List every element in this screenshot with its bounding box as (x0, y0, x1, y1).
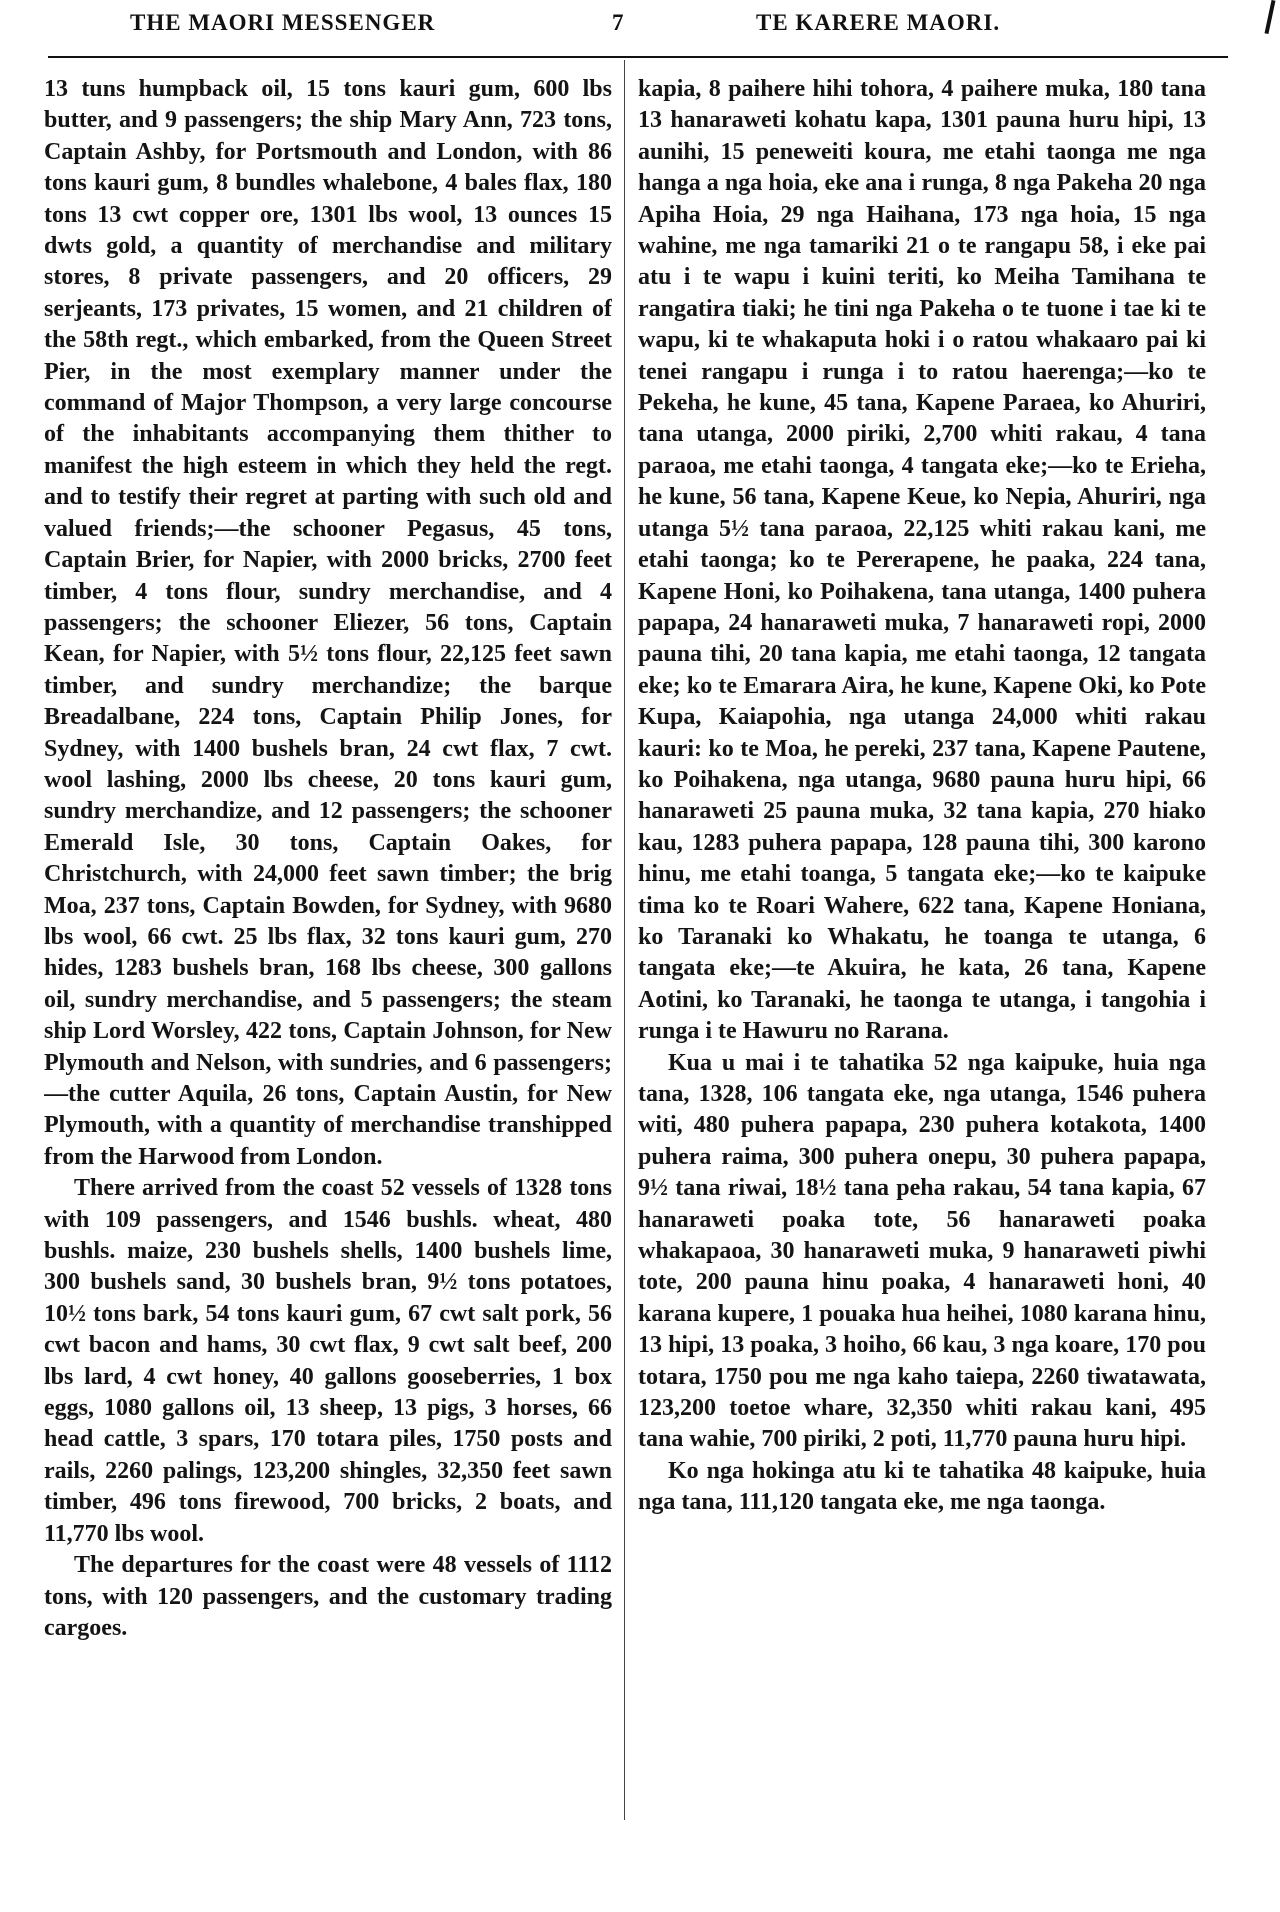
maori-paragraph-coastal-arrivals: Kua u mai i te tahatika 52 nga kaipuke, huia nga tana, 1328, 106 tangata eke, nga utanga, 1546 puhera witi, 480 puhera papapa, 230 puhera kotakota, 1400 puhera raima, 300 puhera onepu, 30 puhera papapa, 9½ tana riwai, 18½ tana peha rakau, 54 tana kapia, 67 hanaraweti poaka tote, 56 hanaraweti poaka whakapaoa, 30 hanaraweti muka, 9 hanaraweti piwhi tote, 200 pauna hinu poaka, 4 hanaraweti honi, 40 karana kupere, 1 pouaka hua heihei, 1080 karana hinu, 13 hipi, 13 poaka, 3 hoiho, 66 kau, 3 nga koare, 170 pou totara, 1750 pou me nga kaho taiepa, 2260 tiwatawata, 123,200 toetoe whare, 32,350 whiti rakau kani, 495 tana wahie, 700 piriki, 2 poti, 11,770 pauna huru hipi. (638, 1049, 1206, 1453)
page-number: 7 (612, 10, 625, 35)
maori-masthead-title: TE KARERE MAORI. (756, 10, 1001, 35)
maori-paragraph-shipping-departures: kapia, 8 paihere hihi tohora, 4 paihere muka, 180 tana 13 hanaraweti kohatu kapa, 1301 pauna huru hipi, 13 aunihi, 15 peneweiti koura, me etahi taonga me nga hanga a nga hoia, eke ana i runga, 8 nga Pakeha 20 nga Apiha Hoia, 29 nga Haihana, 173 nga hoia, 15 nga wahine, me nga tamariki 21 o te rangapu 58, i eke pai atu i te wapu i kuini teriti, ko Meiha Tamihana te rangatira tiaki; he tini nga Pakeha o te tuone i tae ki te wapu, ki te whakaputa hoki i o ratou whakaaro pai ki tenei rangapu i runga i to ratou haerenga;—ko te Pekeha, he kune, 45 tana, Kapene Paraea, ko Ahuriri, tana utanga, 2000 piriki, 2,700 whiti rakau, 4 tana paraoa, me etahi taonga, 4 tangata eke;—ko te Erieha, he kune, 56 tana, Kapene Keue, ko Nepia, Ahuriri, nga utanga 5½ tana paraoa, 22,125 whiti rakau kani, me etahi taonga; ko te Pererapene, he paaka, 224 tana, Kapene Honi, ko Poihakena, tana utanga, 1400 puhera papapa, 24 hanaraweti muka, 7 hanaraweti ropi, 2000 pauna tihi, 20 tana kapia, me etahi taonga, 12 tangata eke; ko te Emarara Aira, he kune, Kapene Oki, ko Pote Kupa, Kaiapohia, nga utanga 24,000 whiti rakau kauri: ko te Moa, he pereki, 237 tana, Kapene Pautene, ko Poihakena, nga utanga, 9680 pauna huru hipi, 66 hanaraweti 25 pauna muka, 32 tana kapia, 270 hiako kau, 1283 puhera papapa, 128 pauna tihi, 300 karono hinu, me etahi toanga, 5 tangata eke;—ko te kaipuke tima ko te Roari Wahere, 622 tana, Kapene Honiana, ko Taranaki ko Whakatu, he toanga te utanga, 6 tangata eke;—te Akuira, he kata, 26 tana, Kapene Aotini, ko Taranaki, he taonga te utanga, i tangohia i runga i te Hawuru no Rarana. (638, 76, 1206, 1045)
header-rule (48, 56, 1228, 58)
english-masthead-title: THE MAORI MESSENGER (130, 10, 436, 35)
english-column (44, 74, 612, 1898)
english-paragraph-coastal-departures: The departures for the coast were 48 vessels of 1112 tons, with 120 passengers, and the customary trading cargoes. (44, 1552, 612, 1641)
english-paragraph-shipping-departures: 13 tuns humpback oil, 15 tons kauri gum, 600 lbs butter, and 9 passengers; the ship Mary Ann, 723 tons, Captain Ashby, for Portsmouth and London, with 86 tons kauri gum, 8 bundles whalebone, 4 bales flax, 180 tons 13 cwt copper ore, 1301 lbs wool, 13 ounces 15 dwts gold, a quantity of merchandise and military stores, 8 private passengers, and 20 officers, 29 serjeants, 173 privates, 15 women, and 21 children of the 58th regt., which embarked, from the Queen Street Pier, in the most exemplary manner under the command of Major Thompson, a very large concourse of the inhabitants accompanying them thither to manifest the high esteem in which they held the regt. and to testify their regret at parting with such old and valued friends;—the schooner Pegasus, 45 tons, Captain Brier, for Napier, with 2000 bricks, 2700 feet timber, 4 tons flour, sundry merchandise, and 4 passengers; the schooner Eliezer, 56 tons, Captain Kean, for Napier, with 5½ tons flour, 22,125 feet sawn timber, and sundry merchandize; the barque Breadalbane, 224 tons, Captain Philip Jones, for Sydney, with 1400 bushels bran, 24 cwt flax, 7 cwt. wool lashing, 2000 lbs cheese, 20 tons kauri gum, sundry merchandize, and 12 passengers; the schooner Emerald Isle, 30 tons, Captain Oakes, for Christchurch, with 24,000 feet sawn timber; the brig Moa, 237 tons, Captain Bowden, for Sydney, with 9680 lbs wool, 66 cwt. 25 lbs flax, 32 tons kauri gum, 270 hides, 1283 bushels bran, 168 lbs cheese, 300 gallons oil, sundry merchandise, and 5 passengers; the steam ship Lord Worsley, 422 tons, Captain Johnson, for New Plymouth and Nelson, with sundries, and 6 passengers;—the cutter Aquila, 26 tons, Captain Austin, for New Plymouth, with a quantity of merchandise transhipped from the Harwood from London. (44, 76, 612, 1170)
column-divider (624, 60, 625, 1820)
corner-mark (1265, 0, 1276, 34)
english-paragraph-coastal-arrivals: There arrived from the coast 52 vessels of 1328 tons with 109 passengers, and 1546 bushls. wheat, 480 bushls. maize, 230 bushels shells, 1400 bushels lime, 300 bushels sand, 30 bushels bran, 9½ tons potatoes, 10½ tons bark, 54 tons kauri gum, 67 cwt salt pork, 56 cwt bacon and hams, 30 cwt flax, 9 cwt salt beef, 200 lbs lard, 4 cwt honey, 40 gallons gooseberries, 1 box eggs, 1080 gallons oil, 13 sheep, 13 pigs, 3 horses, 66 head cattle, 3 spars, 170 totara piles, 1750 posts and rails, 2260 palings, 123,200 shingles, 32,350 feet sawn timber, 496 tons firewood, 700 bricks, 2 boats, and 11,770 lbs wool. (44, 1175, 612, 1547)
page-header (0, 0, 1280, 46)
maori-column (638, 74, 1206, 1898)
maori-paragraph-coastal-departures: Ko nga hokinga atu ki te tahatika 48 kaipuke, huia nga tana, 111,120 tangata eke, me nga taonga. (638, 1457, 1206, 1516)
